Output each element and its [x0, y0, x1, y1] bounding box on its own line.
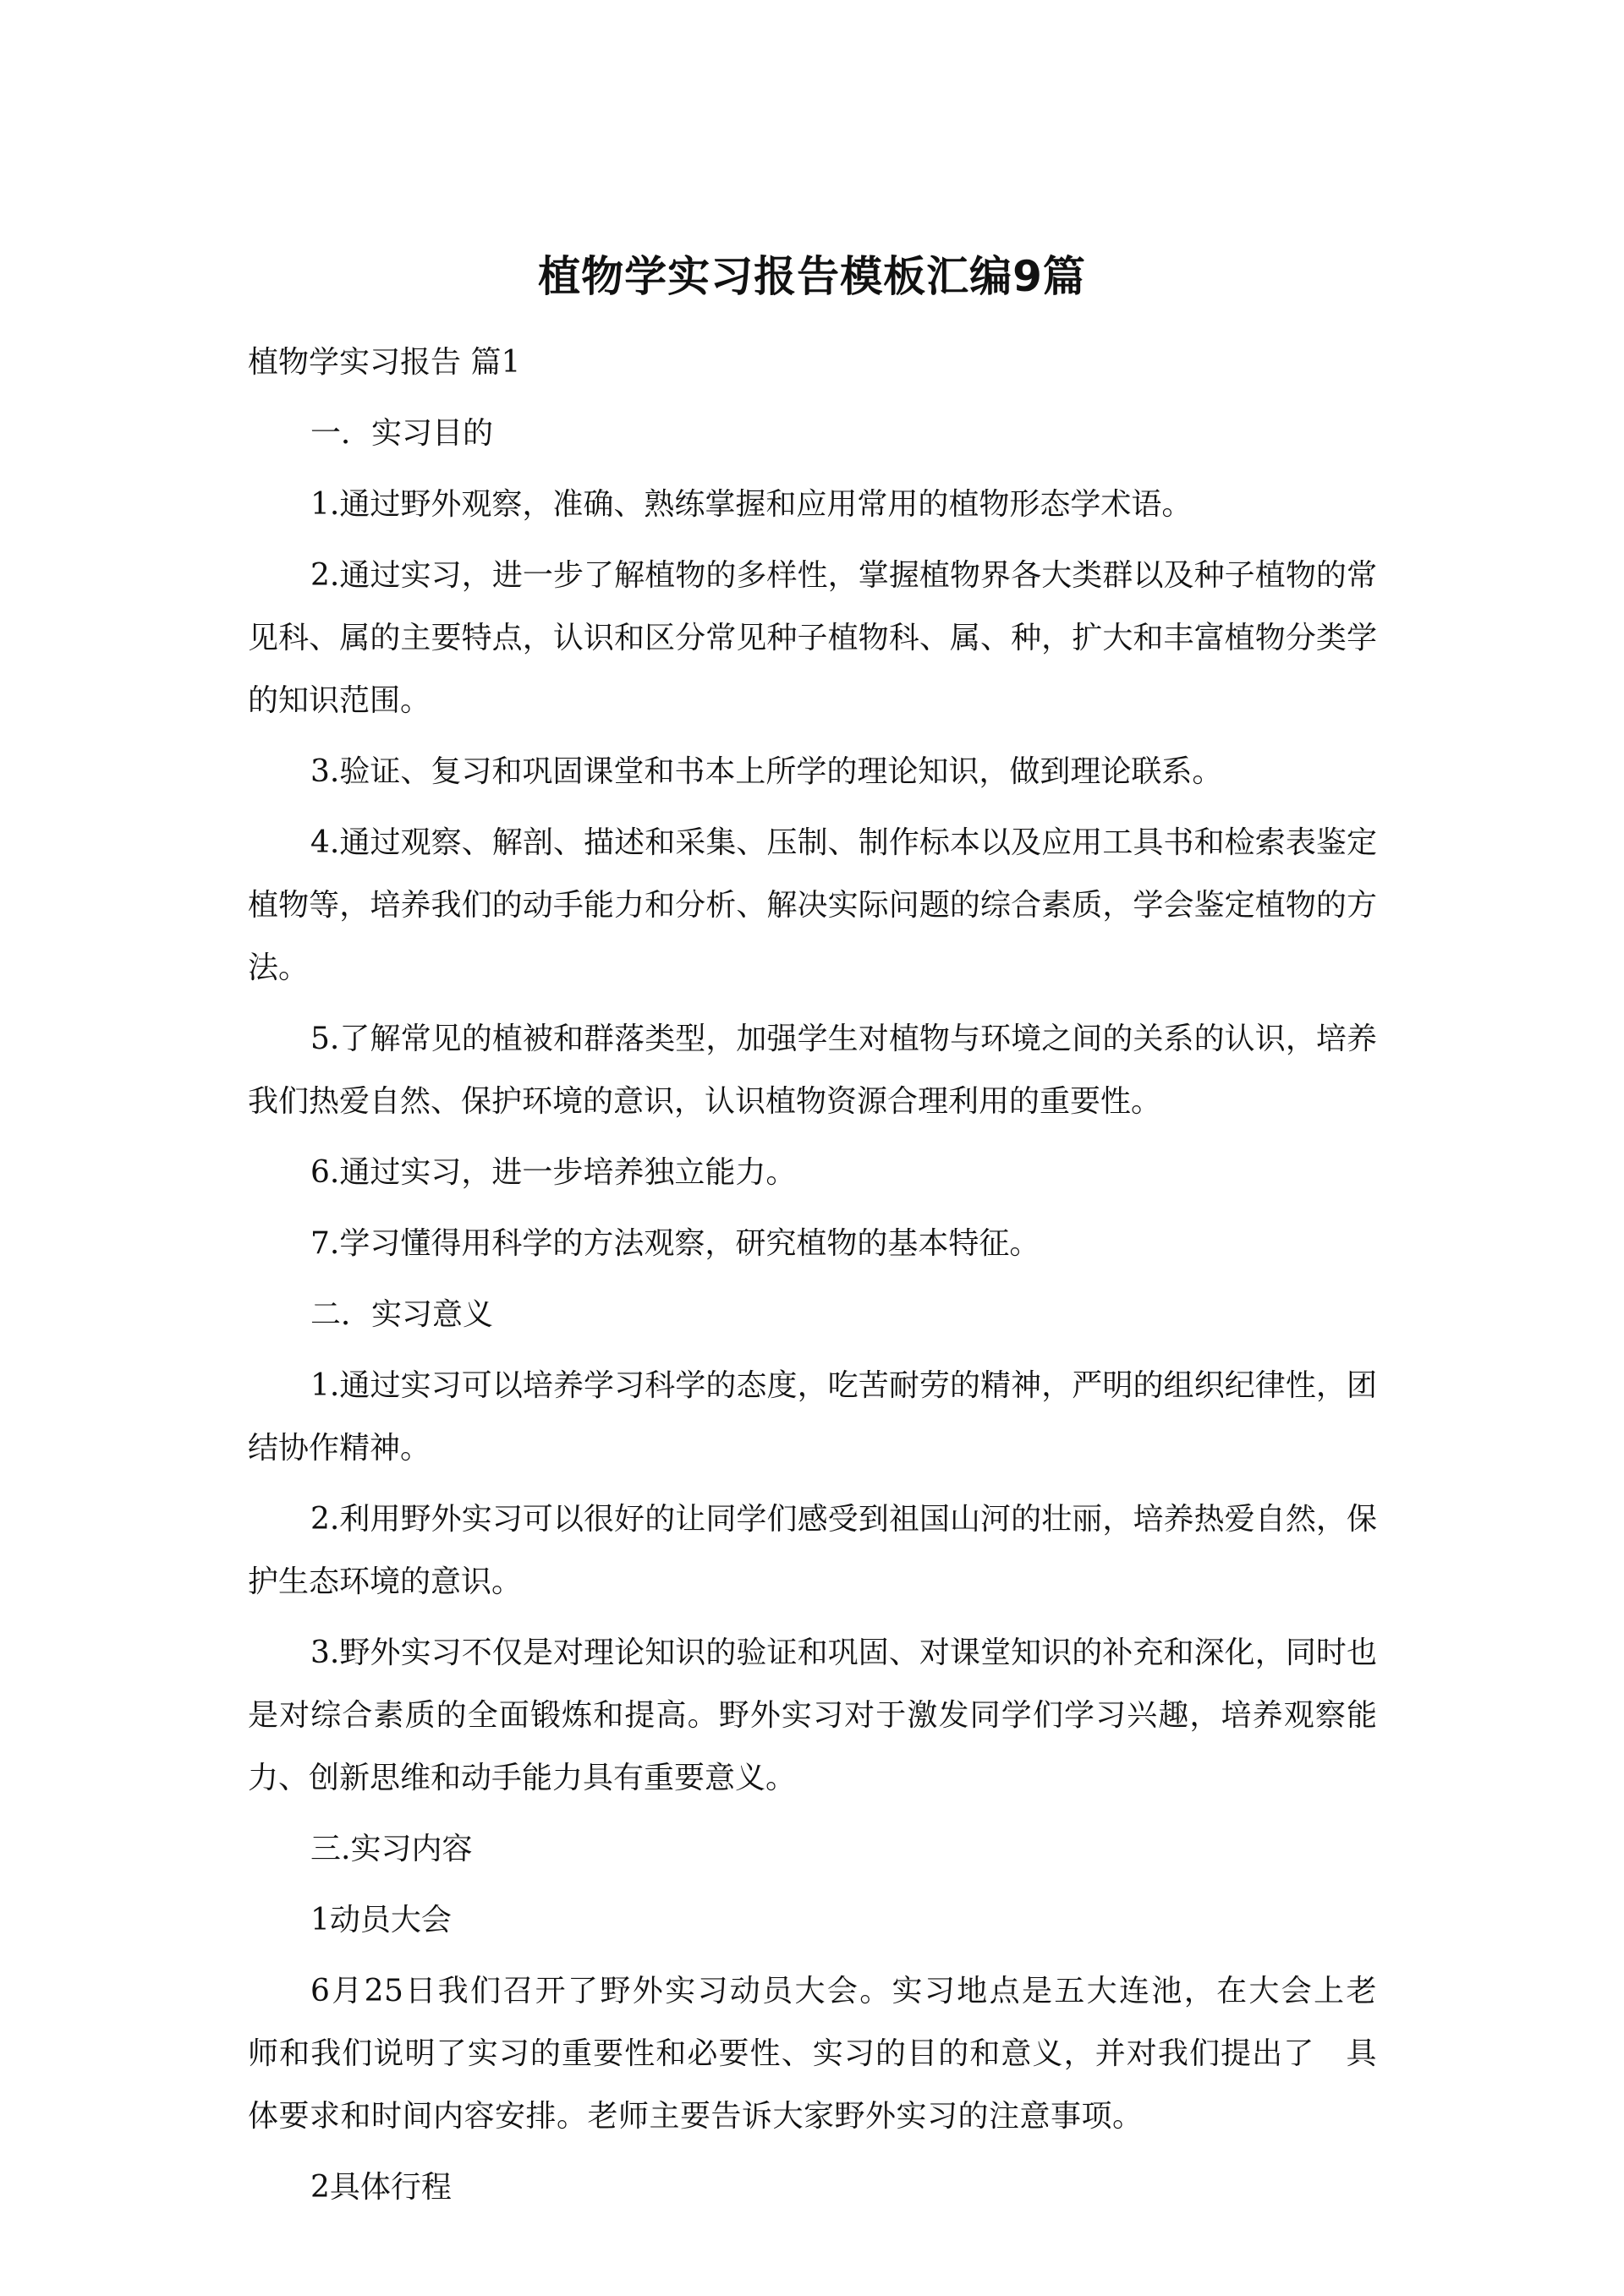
paragraph: 1.通过野外观察，准确、熟练掌握和应用常用的植物形态学术语。: [310, 487, 1193, 522]
document-body: [248, 332, 1408, 2228]
paragraph: 2具体行程: [310, 2170, 452, 2205]
paragraph: 三.实习内容: [310, 1832, 473, 1866]
section-heading: 植物学实习报告 篇1: [248, 345, 521, 380]
paragraph: 3.野外实习不仅是对理论知识的验证和巩固、对课堂知识的补充和深化，同时也是对综合素质的全面锻炼和提高。野外实习对于激发同学们学习兴趣，培养观察能力、创新思维和动手能力具有重要意义。: [248, 1636, 1377, 1795]
paragraph: 1动员大会: [310, 1903, 452, 1937]
paragraph: 6月25日我们召开了野外实习动员大会。实习地点是五大连池，在大会上老 师和我们说明了实习的重要性和必要性、实习的目的和意义，并对我们提出了 具体要求和时间内容安排。老师主要告诉大家野外实习的注意事项。: [248, 1974, 1408, 2134]
paragraph: 4.通过观察、解剖、描述和采集、压制、制作标本以及应用工具书和检索表鉴定植物等，培养我们的动手能力和分析、解决实际问题的综合素质，学会鉴定植物的方法。: [248, 825, 1377, 985]
paragraph: 5.了解常见的植被和群落类型，加强学生对植物与环境之间的关系的认识，培养我们热爱自然、保护环境的意识，认识植物资源合理利用的重要性。: [248, 1022, 1377, 1119]
paragraph: 2.通过实习，进一步了解植物的多样性，掌握植物界各大类群以及种子植物的常见科、属的主要特点，认识和区分常见种子植物科、属、种，扩大和丰富植物分类学的知识范围。: [248, 558, 1377, 718]
paragraph: 7.学习懂得用科学的方法观察，研究植物的基本特征。: [310, 1226, 1040, 1261]
paragraph: 6.通过实习，进一步培养独立能力。: [310, 1155, 797, 1190]
paragraph: 1.通过实习可以培养学习科学的态度，吃苦耐劳的精神，严明的组织纪律性，团结协作精神。: [248, 1368, 1377, 1466]
paragraph: 一．实习目的: [310, 416, 494, 451]
paragraph: 二．实习意义: [310, 1297, 494, 1332]
paragraph: 2.利用野外实习可以很好的让同学们感受到祖国山河的壮丽，培养热爱自然，保护生态环境的意识。: [248, 1502, 1377, 1599]
paragraph: 3.验证、复习和巩固课堂和书本上所学的理论知识，做到理论联系。: [310, 754, 1223, 789]
document-title: 植物学实习报告模板汇编9篇: [538, 252, 1086, 301]
